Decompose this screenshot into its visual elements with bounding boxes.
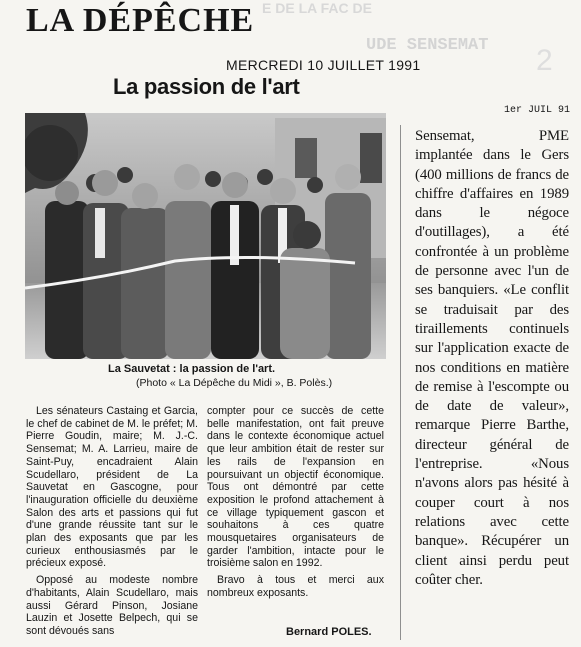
paragraph: Les sénateurs Castaing et Garcia, le chef de cabinet de M. le préfet; M. Pierre Goudin, maire; M. J.-C. Sensemat; M. A. Larrieu, maire de Saint-Puy, encadraient Alain Scudellaro, président de La Sauvetat en Gascogne, pour l'inauguration officielle du deuxième Salon des arts et passions qui fut d'une grande réussite tant sur le plan des exposants que par les curieux enthousiasmés par le précieux exposé.: [26, 405, 198, 570]
paragraph: compter pour ce succès de cette belle manifestation, ont fait preuve dans le contexte économique actuel que leur ambition était de rester sur les rails de l'expansion en poursuivant un objectif économique. Tous ont démontré par cette exposition le profond attachement à ce village typiquement gascon et souhaitons à ces quatre mousquetaires organisateurs de garder l'ambition, intacte pour le troisième salon en 1992.: [207, 405, 384, 570]
dateline: MERCREDI 10 JUILLET 1991: [226, 57, 421, 73]
paragraph: Bravo à tous et merci aux nombreux exposants.: [207, 574, 384, 599]
news-photo: [25, 113, 386, 359]
article-headline: La passion de l'art: [113, 74, 300, 99]
date-stamp: 1er JUIL 91: [504, 105, 571, 116]
bleed-through-text: 2: [536, 44, 553, 77]
bleed-through-text: UDE SENSEMAT: [366, 36, 489, 55]
byline: Bernard POLES.: [286, 626, 372, 638]
paragraph: Sensemat, PME implantée dans le Gers (400 millions de francs de chiffre d'affaires en 1989 dans le négoce d'outillages), a été confrontée à un problème de personne avec l'un de ses banquiers. «Le conflit se traduisait par des tiraillements continuels sur l'application exacte de nos conditions en matière de remise à l'escompte ou de date de valeur», remarque Pierre Barthe, directeur général de l'entreprise. «Nous n'avons alors pas hésité à couper court à nos relations avec cette banque». Récupérer un client ainsi perdu peut coûter cher.: [415, 128, 569, 588]
paragraph: Opposé au modeste nombre d'habitants, Alain Scudellaro, mais aussi Gérard Pinson, Josiane Lauzin et Josette Belpech, qui se sont dévoués sans: [26, 574, 198, 637]
photo-caption: La Sauvetat : la passion de l'art.: [108, 363, 276, 375]
article-column-2: [207, 405, 384, 604]
photo-credit: (Photo « La Dépêche du Midi », B. Polès.): [136, 377, 333, 389]
article-column-1: [26, 405, 198, 642]
newspaper-masthead: LA DÉPÊCHE: [26, 2, 255, 39]
sidebar-article-column: [415, 127, 569, 590]
news-photo-image: [25, 113, 386, 359]
column-divider: [400, 125, 401, 640]
bleed-through-text: E DE LA FAC DE: [262, 0, 372, 16]
